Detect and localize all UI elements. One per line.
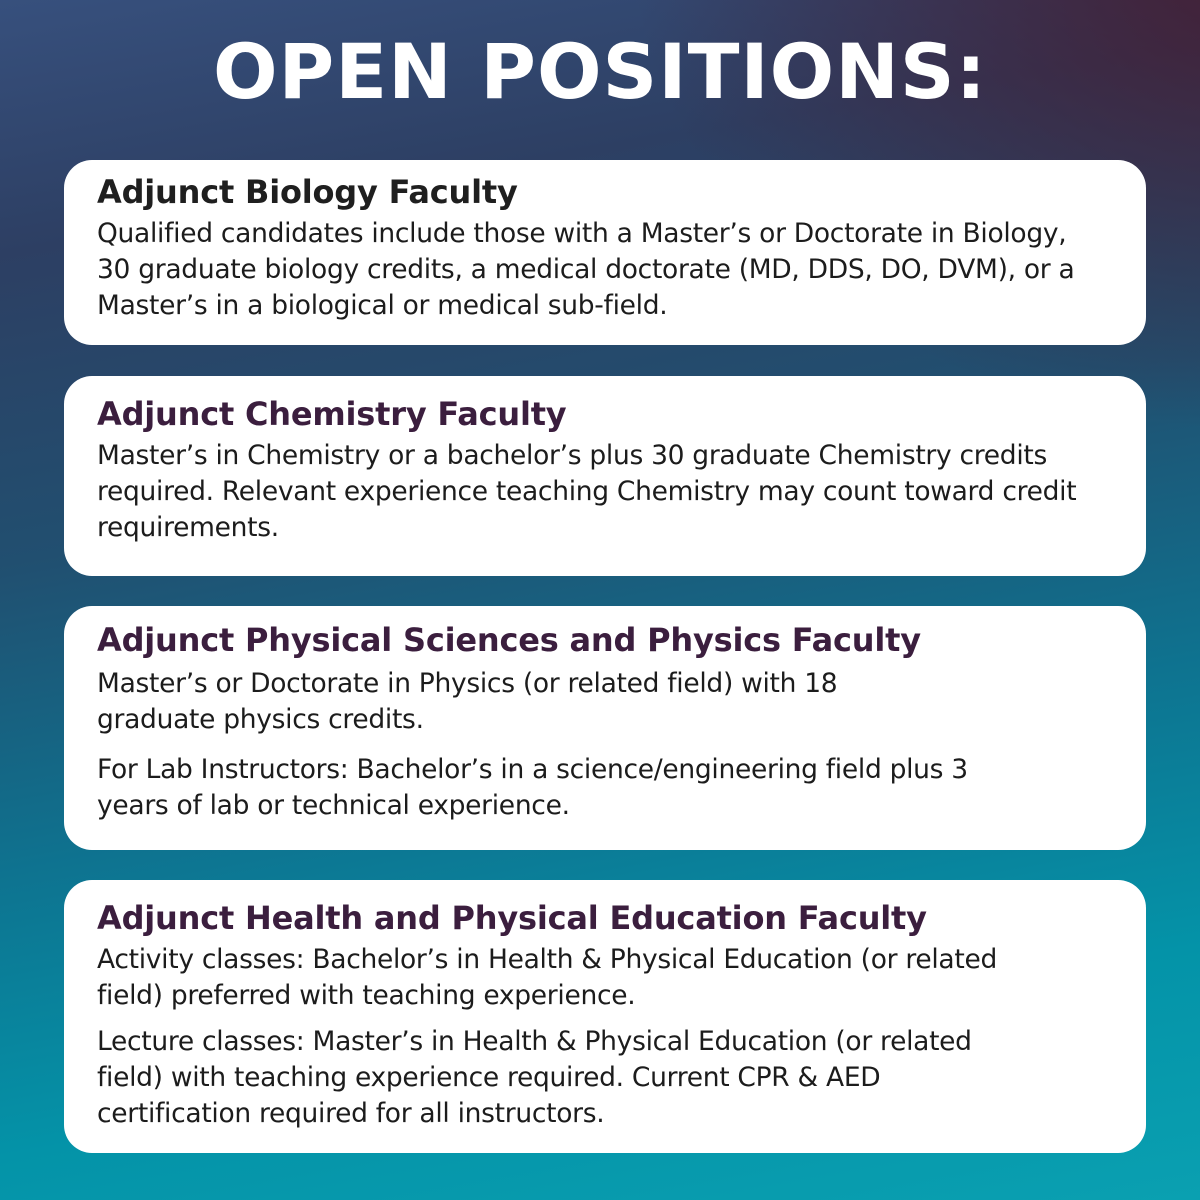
position-title: Adjunct Physical Sciences and Physics Faculty — [97, 621, 921, 659]
position-title: Adjunct Biology Faculty — [97, 173, 518, 211]
position-card-health-physical-education — [64, 880, 1146, 1153]
position-description: Master’s in Chemistry or a bachelor’s plus 30 graduate Chemistry credits required. Relevant experience teaching Chemistry may count toward credit requirements. — [97, 440, 1077, 543]
position-title: Adjunct Chemistry Faculty — [97, 395, 567, 433]
position-lab-instructor-requirements: For Lab Instructors: Bachelor’s in a science/engineering field plus 3 years of lab or technical experience. — [97, 754, 968, 821]
position-lecture-classes-requirements: Lecture classes: Master’s in Health & Physical Education (or related field) with teaching experience required. Current CPR & AED certification required for all instructors. — [97, 1026, 972, 1129]
position-description: Qualified candidates include those with a Master’s or Doctorate in Biology, 30 graduate biology credits, a medical doctorate (MD, DDS, DO, DVM), or a Master’s in a biological or medical sub-field. — [97, 218, 1075, 321]
position-activity-classes-requirements: Activity classes: Bachelor’s in Health & Physical Education (or related field) preferred with teaching experience. — [97, 944, 997, 1011]
position-title: Adjunct Health and Physical Education Faculty — [97, 899, 927, 937]
position-card-physics — [64, 606, 1146, 850]
position-card-biology — [64, 160, 1146, 345]
page-title: OPEN POSITIONS: — [212, 27, 988, 116]
position-description: Master’s or Doctorate in Physics (or related field) with 18 graduate physics credits. — [97, 668, 838, 735]
position-card-chemistry — [64, 376, 1146, 576]
